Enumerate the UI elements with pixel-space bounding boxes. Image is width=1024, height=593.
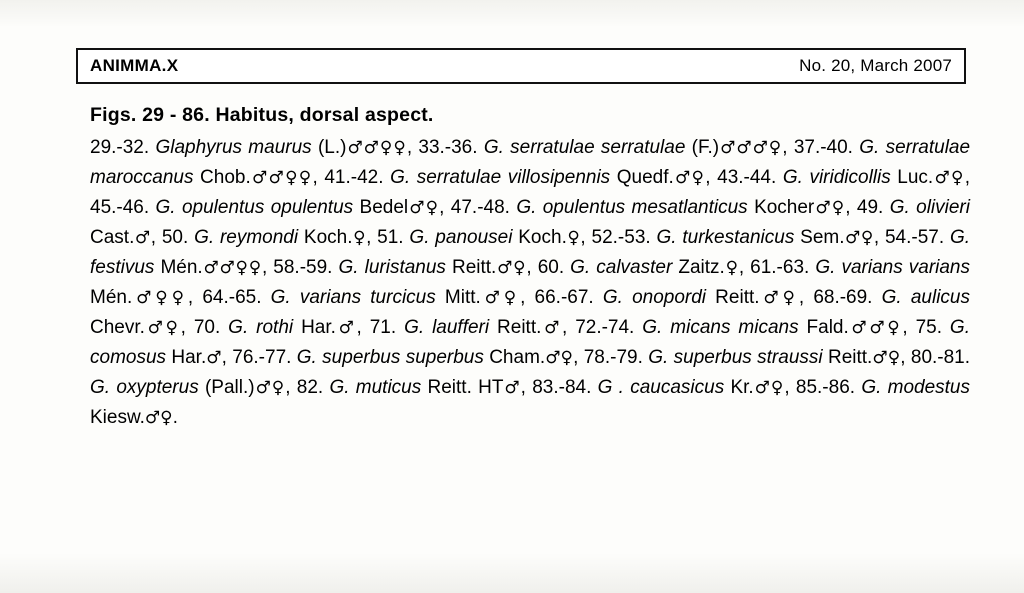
entry-authority: Reitt. HT — [421, 377, 504, 398]
entry-taxon-name: G. superbus superbus — [296, 347, 484, 368]
entry-sex-symbols: ♂♂♀ — [848, 318, 903, 338]
caption-entry — [584, 347, 901, 368]
caption-entry — [592, 227, 874, 248]
entry-authority: Kocher — [747, 197, 815, 218]
entry-sex-symbols: ♂♀ — [254, 378, 286, 398]
entry-separator: , — [798, 287, 814, 308]
entry-authority: Kr. — [724, 377, 754, 398]
caption-entry — [162, 227, 366, 248]
entry-sex-symbols: ♂♀ — [144, 318, 181, 338]
entry-separator: , — [520, 377, 533, 398]
caption-entry — [232, 347, 573, 368]
entry-separator: , — [705, 167, 718, 188]
caption-entry — [202, 287, 520, 308]
entry-authority: Reitt. — [445, 257, 497, 278]
entry-separator: , — [573, 347, 584, 368]
entry-separator: , — [261, 257, 274, 278]
caption-entry — [532, 377, 784, 398]
entry-figure-numbers: 50. — [161, 227, 195, 248]
entry-taxon-name: G. serratulae villosipennis — [390, 167, 611, 188]
caption-entry — [194, 317, 357, 338]
entry-taxon-name: G. muticus — [329, 377, 422, 398]
entry-separator: , — [312, 167, 325, 188]
entry-figure-numbers: 82. — [296, 377, 330, 398]
entry-figure-numbers: 80.-81. — [910, 347, 971, 368]
journal-title: ANIMMA.X — [90, 56, 179, 75]
entry-separator: , — [784, 377, 796, 398]
entry-authority: Mén. — [90, 287, 133, 308]
entry-taxon-name: G. onopordi — [602, 287, 707, 308]
entry-separator: , — [902, 317, 916, 338]
entry-figure-numbers: 78.-79. — [583, 347, 649, 368]
entry-sex-symbols: ♂♀ — [480, 288, 521, 308]
entry-taxon-name: Glaphyrus maurus — [155, 137, 312, 158]
entry-authority: Har. — [166, 347, 207, 368]
caption-entry — [273, 257, 526, 278]
entry-taxon-name: G. viridicollis — [782, 167, 891, 188]
entry-figure-numbers: 75. — [915, 317, 950, 338]
entry-taxon-name: G. olivieri — [889, 197, 970, 218]
entry-taxon-name: G. festivus — [90, 227, 970, 278]
entry-sex-symbols: ♂♀ — [496, 258, 527, 278]
entry-sex-symbols: ♂♀ — [545, 348, 574, 368]
entry-figure-numbers: 29.-32. — [90, 137, 156, 158]
entry-authority: Reitt. — [706, 287, 760, 308]
entry-separator: , — [964, 167, 971, 188]
caption-entry — [297, 377, 521, 398]
entry-sex-symbols: ♂♂♀♀ — [250, 168, 313, 188]
entry-figure-numbers: 71. — [369, 317, 405, 338]
entry-separator: , — [580, 227, 592, 248]
entry-separator: , — [561, 317, 576, 338]
entry-sex-symbols: ♂♀ — [673, 168, 706, 188]
caption-entry — [418, 137, 782, 158]
entry-authority: Mén. — [154, 257, 203, 278]
entry-figure-numbers: 70. — [193, 317, 229, 338]
entry-authority: Quedf. — [610, 167, 674, 188]
entry-sex-symbols: ♂♀. — [144, 408, 179, 428]
entry-separator: , — [180, 317, 194, 338]
entry-separator: , — [900, 347, 911, 368]
entry-figure-numbers: 83.-84. — [532, 377, 598, 398]
entry-figure-numbers: 66.-67. — [534, 287, 603, 308]
entry-separator: , — [356, 317, 370, 338]
entry-figure-numbers: 47.-48. — [450, 197, 517, 218]
entry-taxon-name: G. calvaster — [570, 257, 673, 278]
entry-figure-numbers: 85.-86. — [795, 377, 862, 398]
entry-authority: Kiesw. — [90, 407, 145, 428]
entry-taxon-name: G. superbus straussi — [648, 347, 823, 368]
caption-entry — [324, 167, 705, 188]
entry-sex-symbols: ♂♀ — [933, 168, 965, 188]
entry-authority: Cham. — [483, 347, 546, 368]
entry-sex-symbols: ♀ — [352, 228, 367, 248]
entry-separator: , — [873, 227, 885, 248]
entry-taxon-name: G. micans micans — [642, 317, 799, 338]
entry-figure-numbers: 76.-77. — [232, 347, 297, 368]
entry-sex-symbols: ♂ — [503, 378, 521, 398]
entry-authority: Koch. — [512, 227, 567, 248]
entry-figure-numbers: 68.-69. — [813, 287, 882, 308]
entry-figure-numbers: 45.-46. — [90, 197, 156, 218]
entry-taxon-name: G. panousei — [409, 227, 513, 248]
caption-entry — [90, 197, 439, 218]
caption-entry — [538, 257, 739, 278]
entry-authority: Chob. — [193, 167, 251, 188]
entry-authority: (F.) — [685, 137, 720, 158]
entry-sex-symbols: ♀ — [566, 228, 581, 248]
entry-authority: Reitt. — [822, 347, 873, 368]
caption-entry — [90, 137, 407, 158]
entry-sex-symbols: ♂♂♀♀ — [202, 258, 262, 278]
entry-figure-numbers: 41.-42. — [324, 167, 391, 188]
entry-taxon-name: G. oxypterus — [90, 377, 199, 398]
entry-taxon-name: G. serratulae maroccanus — [90, 137, 971, 188]
entry-taxon-name: G. opulentus mesatlanticus — [516, 197, 748, 218]
entry-sex-symbols: ♂♀ — [814, 198, 846, 218]
scan-edge-bottom — [0, 553, 1024, 593]
entry-taxon-name: G. aulicus — [881, 287, 970, 308]
entry-separator: , — [845, 197, 857, 218]
entry-taxon-name: G. opulentus opulentus — [155, 197, 354, 218]
entry-figure-numbers: 43.-44. — [717, 167, 783, 188]
entry-sex-symbols: ♂♀ — [753, 378, 785, 398]
figure-caption-block — [90, 104, 970, 433]
entry-authority: Luc. — [890, 167, 934, 188]
entry-sex-symbols: ♂ — [134, 228, 151, 248]
entry-authority: (Pall.) — [198, 377, 255, 398]
entry-authority: Har. — [293, 317, 336, 338]
entry-separator: , — [366, 227, 378, 248]
entry-authority: Zaitz. — [672, 257, 725, 278]
entry-separator: , — [439, 197, 451, 218]
entry-authority: Chevr. — [90, 317, 145, 338]
entry-taxon-name: G. laufferi — [404, 317, 490, 338]
entry-separator: , — [187, 287, 203, 308]
entry-taxon-name: G. reymondi — [194, 227, 299, 248]
entry-figure-numbers: 72.-74. — [575, 317, 643, 338]
entry-figure-numbers: 49. — [856, 197, 890, 218]
entry-taxon-name: G. varians varians — [815, 257, 970, 278]
entry-sex-symbols: ♂♂♀♀ — [346, 138, 407, 158]
issue-label: No. 20, March 2007 — [799, 56, 952, 75]
entry-sex-symbols: ♂♀ — [844, 228, 874, 248]
entry-taxon-name: G. comosus — [90, 317, 970, 368]
caption-entry — [535, 287, 799, 308]
entry-taxon-name: G. luristanus — [338, 257, 446, 278]
caption-entry — [377, 227, 580, 248]
entry-separator: , — [221, 347, 233, 368]
entry-authority: Reitt. — [489, 317, 542, 338]
entry-sex-symbols: ♂♀♀ — [132, 288, 188, 308]
entry-figure-numbers: 58.-59. — [273, 257, 339, 278]
entry-sex-symbols: ♂ — [541, 318, 562, 338]
caption-entry — [451, 197, 845, 218]
entry-figure-numbers: 37.-40. — [793, 137, 860, 158]
entry-authority: Cast. — [90, 227, 135, 248]
entry-taxon-name: G. serratulae serratulae — [483, 137, 686, 158]
entry-taxon-name: G. modestus — [861, 377, 971, 398]
entry-figure-numbers: 64.-65. — [202, 287, 271, 308]
entry-separator: , — [285, 377, 297, 398]
entry-authority: Sem. — [794, 227, 845, 248]
entry-sex-symbols: ♀ — [724, 258, 739, 278]
entry-figure-numbers: 54.-57. — [884, 227, 950, 248]
entry-taxon-name: G . caucasicus — [597, 377, 725, 398]
entry-sex-symbols: ♂♀ — [872, 348, 901, 368]
entry-figure-numbers: 52.-53. — [591, 227, 657, 248]
entry-sex-symbols: ♂♂♂♀ — [719, 138, 783, 158]
entry-separator: , — [738, 257, 751, 278]
entry-sex-symbols: ♂♀ — [408, 198, 440, 218]
entry-figure-numbers: 51. — [377, 227, 410, 248]
entry-authority: Koch. — [298, 227, 353, 248]
entry-taxon-name: G. rothi — [228, 317, 294, 338]
entry-taxon-name: G. turkestanicus — [656, 227, 795, 248]
entry-authority: Fald. — [798, 317, 849, 338]
caption-entry — [717, 167, 965, 188]
caption-entry — [370, 317, 562, 338]
entry-taxon-name: G. varians turcicus — [270, 287, 436, 308]
scan-edge-top — [0, 0, 1024, 26]
entry-authority: (L.) — [311, 137, 347, 158]
caption-entry — [575, 317, 902, 338]
entry-sex-symbols: ♂ — [206, 348, 222, 368]
entry-sex-symbols: ♂ — [335, 318, 357, 338]
entry-separator: , — [406, 137, 419, 158]
entry-figure-numbers: 60. — [537, 257, 571, 278]
entry-sex-symbols: ♂♀ — [759, 288, 799, 308]
entry-separator: , — [782, 137, 794, 158]
figure-caption-title: Figs. 29 - 86. Habitus, dorsal aspect. — [90, 104, 434, 126]
entry-separator: , — [520, 287, 535, 308]
entry-separator: , — [526, 257, 538, 278]
page-header — [76, 48, 966, 84]
entry-authority: Mitt. — [435, 287, 481, 308]
entry-separator: , — [150, 227, 162, 248]
entry-authority: Bedel — [353, 197, 409, 218]
entry-figure-numbers: 61.-63. — [750, 257, 816, 278]
entry-figure-numbers: 33.-36. — [418, 137, 484, 158]
figure-caption-text — [90, 133, 970, 433]
